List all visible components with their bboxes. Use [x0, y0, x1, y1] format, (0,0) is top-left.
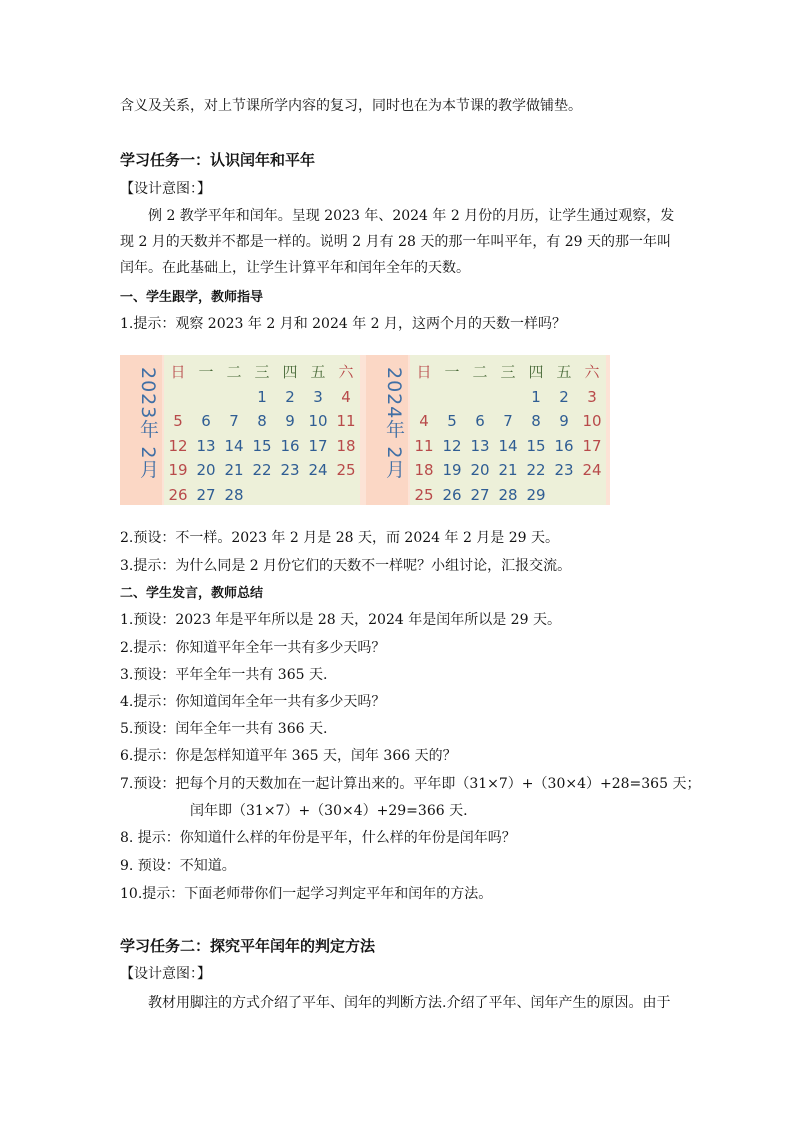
- weekday-header: 五: [556, 363, 572, 381]
- weekday-header: 六: [338, 363, 354, 381]
- calendar-day: 2: [285, 387, 295, 406]
- calendar-day: 11: [414, 436, 434, 455]
- calendar-day: 16: [280, 436, 300, 455]
- calendar-day: 19: [168, 461, 188, 479]
- section2-item: 9. 预设：不知道。: [120, 858, 236, 874]
- calendar-day: 19: [442, 461, 462, 479]
- section1-item2: 2.预设：不一样。2023 年 2 月是 28 天，而 2024 年 2 月是 29 天。: [120, 530, 560, 546]
- calendar-day: 24: [582, 461, 602, 479]
- calendar-day: 18: [336, 436, 356, 455]
- task1-design-text: 例 2 教学平年和闰年。呈现 2023 年、2024 年 2 月份的月历，让学生通过观察，发现 2 月的天数并不都是一样的。说明 2 月有 28 天的那一年叫平年，有 29 天的那一年叫闰年。在此基础上，让学生计算平年和闰年全年的天数。: [120, 208, 675, 276]
- calendar-day: 16: [554, 436, 574, 455]
- calendar-day: 7: [503, 412, 513, 430]
- calendar-day: 15: [252, 436, 272, 455]
- calendar-day: 10: [582, 412, 602, 430]
- section1-item1: 1.提示：观察 2023 年 2 月和 2024 年 2 月，这两个月的天数一样吗？: [120, 316, 567, 332]
- calendar-day: 26: [168, 485, 188, 504]
- weekday-header: 四: [528, 363, 544, 381]
- calendar-day: 12: [168, 436, 188, 455]
- calendar-day: 28: [498, 485, 518, 504]
- section2-item: 1.预设：2023 年是平年所以是 28 天，2024 年是闰年所以是 29 天。: [120, 612, 561, 628]
- calendar-day: 2: [559, 387, 569, 406]
- weekday-header: 三: [254, 363, 270, 381]
- calendar-day: 12: [442, 436, 462, 455]
- calendar-day: 6: [201, 412, 211, 430]
- calendar-day: 11: [336, 412, 356, 430]
- calendar-2023-feb: [164, 355, 360, 505]
- calendar-day: 20: [196, 461, 216, 479]
- calendar-day: 20: [470, 461, 490, 479]
- weekday-header: 六: [584, 363, 600, 381]
- weekday-header: 二: [226, 363, 242, 381]
- calendar-2023-year-label: 2023年 2月: [120, 355, 162, 505]
- calendar-day: 3: [313, 387, 323, 406]
- section2-item: 4.提示：你知道闰年全年一共有多少天吗？: [120, 694, 386, 710]
- calendar-day: 27: [196, 485, 216, 504]
- calendar-day: 1: [531, 387, 541, 406]
- calendar-day: 17: [308, 436, 328, 455]
- calendar-day: 21: [498, 461, 518, 479]
- section2-item: 5.预设：闰年全年一共有 366 天.: [120, 721, 328, 737]
- section2-item: 6.提示：你是怎样知道平年 365 天，闰年 366 天的？: [120, 748, 457, 764]
- calendar-day: 22: [526, 461, 546, 479]
- calendar-day: 9: [559, 412, 569, 430]
- weekday-header: 三: [500, 363, 516, 381]
- calendar-day: 17: [582, 436, 602, 455]
- calendar-day: 13: [470, 436, 490, 455]
- february-calendars-image: [120, 355, 610, 505]
- calendar-2024-year-label: 2024年 2月: [366, 355, 408, 505]
- calendar-day: 14: [498, 436, 518, 455]
- section2-item: 闰年即（31×7）+（30×4）+29=366 天.: [190, 803, 468, 819]
- calendar-day: 24: [308, 461, 328, 479]
- calendar-day: 6: [475, 412, 485, 430]
- intro-line: 含义及关系，对上节课所学内容的复习，同时也在为本节课的教学做铺垫。: [120, 98, 582, 114]
- calendar-day: 5: [173, 412, 183, 430]
- weekday-header: 日: [416, 363, 432, 381]
- task2-design-label: 【设计意图：】: [120, 966, 211, 982]
- task1-design-label: 【设计意图：】: [120, 181, 211, 197]
- calendar-day: 7: [229, 412, 239, 430]
- calendar-day: 23: [280, 461, 300, 479]
- weekday-header: 一: [198, 363, 214, 381]
- calendar-day: 29: [526, 485, 546, 504]
- section2-item: 10.提示：下面老师带你们一起学习判定平年和闰年的方法。: [120, 886, 493, 902]
- section1-heading: 一、学生跟学，教师指导: [120, 290, 264, 305]
- calendar-day: 25: [414, 485, 434, 504]
- task2-design-text: 教材用脚注的方式介绍了平年、闰年的判断方法.介绍了平年、闰年产生的原因。由于: [148, 995, 671, 1011]
- section2-heading: 二、学生发言，教师总结: [120, 586, 264, 601]
- calendar-day: 27: [470, 485, 490, 504]
- calendar-day: 13: [196, 436, 216, 455]
- section1-item3: 3.提示：为什么同是 2 月份它们的天数不一样呢？小组讨论，汇报交流。: [120, 558, 572, 574]
- calendar-day: 5: [447, 412, 457, 430]
- calendar-day: 22: [252, 461, 272, 479]
- section2-item: 7.预设：把每个月的天数加在一起计算出来的。平年即（31×7）+（30×4）+28=365 天；: [120, 776, 701, 792]
- task1-title: 学习任务一：认识闰年和平年: [120, 151, 316, 169]
- calendar-day: 3: [587, 387, 597, 406]
- weekday-header: 二: [472, 363, 488, 381]
- calendar-day: 23: [554, 461, 574, 479]
- calendar-2024-feb: [410, 355, 606, 505]
- calendar-day: 14: [224, 436, 244, 455]
- weekday-header: 一: [444, 363, 460, 381]
- weekday-header: 日: [170, 363, 186, 381]
- calendar-day: 18: [414, 461, 434, 479]
- calendar-day: 28: [224, 485, 244, 504]
- calendar-day: 4: [341, 387, 351, 406]
- calendar-day: 10: [308, 412, 328, 430]
- calendar-day: 1: [257, 387, 267, 406]
- calendar-day: 8: [257, 412, 267, 430]
- section2-item: 2.提示：你知道平年全年一共有多少天吗？: [120, 640, 386, 656]
- calendar-day: 15: [526, 436, 546, 455]
- weekday-header: 五: [310, 363, 326, 381]
- calendar-day: 26: [442, 485, 462, 504]
- calendar-day: 9: [285, 412, 295, 430]
- section2-item: 8. 提示：你知道什么样的年份是平年，什么样的年份是闰年吗？: [120, 830, 516, 846]
- calendar-day: 21: [224, 461, 244, 479]
- weekday-header: 四: [282, 363, 298, 381]
- calendar-day: 25: [336, 461, 356, 479]
- calendar-day: 4: [419, 412, 429, 430]
- section2-item: 3.预设：平年全年一共有 365 天.: [120, 667, 328, 683]
- calendar-day: 8: [531, 412, 541, 430]
- task2-title: 学习任务二：探究平年闰年的判定方法: [120, 937, 376, 955]
